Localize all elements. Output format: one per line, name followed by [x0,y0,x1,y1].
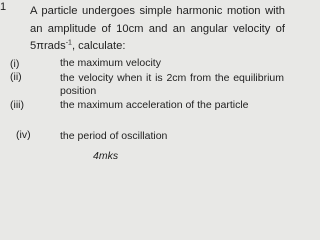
item-label-iii: (iii) [10,99,24,111]
question-number: 1 [0,1,7,13]
item-text-ii: the velocity when it is 2cm from the equilibrium position [60,72,284,97]
intro-superscript: -1 [65,39,72,47]
item-text-iii: the maximum acceleration of the particle [60,99,249,111]
item-label-ii: (ii) [10,71,22,83]
question-intro [30,3,285,56]
item-label-iv: (iv) [16,129,31,141]
intro-text: A particle undergoes simple harmonic motion with an amplitude of 10cm and an angular velocity of 5πrads [30,5,285,52]
marks-allocation: 4mks [93,150,119,162]
intro-text-end: , calculate: [71,40,126,52]
item-text-i: the maximum velocity [60,57,161,69]
item-text-iv: the period of oscillation [60,130,168,142]
item-label-i: (i) [10,58,20,70]
